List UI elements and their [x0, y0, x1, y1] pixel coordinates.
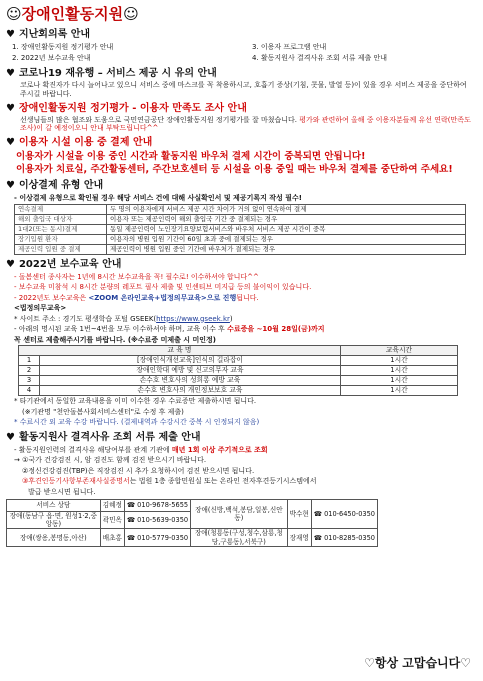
abnormal-heading: ♥ 이상결제 유형 안내 — [6, 180, 104, 191]
check-section — [6, 431, 477, 498]
check-line: ②정신건강검진(TBP)은 직장검진 시 추가 요청하시어 검진 받으시면 됩니다. — [22, 466, 255, 475]
edu-line: - 2022년도 보수교육은 <ZOOM 온라인교육+법정의무교육>으로 진행됩니다. — [14, 293, 259, 302]
edu-after-line: * 수료시간 외 교육 수강 바랍니다. (결제내역과 수강시간 중복 시 인정되지 않음) — [14, 418, 260, 426]
covid-section — [6, 67, 477, 99]
smile-icon: ☺ — [6, 5, 22, 23]
toc-item: 4. 활동지원사 결격사유 조회 서류 제출 안내 — [252, 54, 387, 62]
heart-icon: ♥ — [6, 29, 15, 40]
heart-icon: ♥ — [6, 258, 15, 270]
phone-number: ☎ 010-9678-5655 — [124, 500, 190, 512]
heart-icon: ♥ — [6, 137, 15, 148]
table-row: 장기입원 환자 이용자의 병원 입원 기간이 60일 초과 중에 결제되는 경우 — [15, 234, 466, 244]
survey-section — [6, 102, 477, 134]
edu-list — [14, 272, 477, 346]
edu-table — [18, 345, 458, 396]
phone-number: ☎ 010-8285-0350 — [311, 529, 377, 546]
caution-section — [6, 136, 477, 176]
check-line: 발급 받으시면 됩니다. — [28, 487, 96, 496]
edu-after-list — [14, 396, 477, 428]
heart-icon: ♥ — [6, 68, 15, 79]
table-header-row: 교 육 명 교육시간 — [19, 346, 458, 356]
table-row: 장애(쌍용,봉명동,아산) 배초홍 ☎ 010-5779-0350 장애(청룡동(구성,청수,삼룡,청당,구룡동),서북구) 장재영 ☎ 010-8285-0350 — [7, 529, 378, 546]
notice-page — [6, 3, 477, 675]
abnormal-table — [14, 204, 466, 255]
heart-icon: ♥ — [6, 180, 15, 191]
heart-icon: ♥ — [6, 431, 15, 443]
table-row: 서비스 상담 김혜정 ☎ 010-9678-5655 장애(신방,백석,봉담,일봉,신안동) 박수현 ☎ 010-6450-0350 — [7, 500, 378, 512]
toc-item: 3. 이용자 프로그램 안내 — [252, 43, 327, 51]
survey-body: 선생님들의 많은 협조와 도움으로 국민연금공단 장애인활동지원 정기평가를 잘 마쳤습니다. 평가와 관련하여 올해 중 이용자분들께 유선 연락(만족도 조사)이 갈 예정이오니 안내 부탁드립니다^^ — [20, 115, 471, 133]
table-row: 제공인력 입원 중 결제 제공인력이 병원 입원 중인 기간에 바우처가 결제되는 경우 — [15, 244, 466, 254]
toc-item: 2. 2022년 보수교육 안내 — [12, 54, 91, 62]
toc-item: 1. 장애인활동지원 정기평가 안내 — [12, 43, 114, 51]
edu-cert-line: - 아래의 명시된 교육 1번~4번을 모두 이수하셔야 하며, 교육 이수 후 수료증을 ~10월 28일(금)까지 — [14, 325, 325, 333]
check-list — [14, 445, 477, 498]
toc-section — [6, 28, 477, 64]
edu-line: - 돌봄센터 종사자는 1년에 8시간 보수교육을 꼭! 필수로! 이수하셔야 합니다^^ — [14, 272, 259, 281]
edu-line: - 보수교육 미참석 시 8시간 분량의 레포트 필사 제출 및 인센티브 미지급 등의 불이익이 있습니다. — [14, 283, 312, 291]
abnormal-note: - 이상결제 유형으로 확인될 경우 해당 서비스 건에 대해 사실확인서 및 제공기록지 작성 필수! — [14, 194, 302, 202]
heart-icon: ♥ — [6, 102, 15, 114]
table-row: 장애(동남구 읍·면, 원성1·2,중앙동) 곽민옥 ☎ 010-5639-0350 — [7, 512, 378, 529]
table-row: 연속결제 두 명의 이용자에게 서비스 제공 시간 차이가 거의 없이 연속하여 결제 — [15, 204, 466, 214]
edu-law-label: <법정의무교육> — [14, 304, 67, 312]
edu-heading: ♥ 2022년 보수교육 안내 — [6, 258, 122, 270]
check-line: ③후견인등기사항부존재사실증명서는 법원 1층 종합민원실 또는 온라인 전자후견등기시스템에서 — [22, 477, 317, 485]
check-line: - 활동지원인력의 결격사유 해당여부를 관계 기관에 매년 1회 이상 주기적으로 조회 — [14, 445, 268, 454]
table-row: 3 손수호 변호사의 성희롱 예방 교육 1시간 — [19, 376, 458, 386]
contact-table — [6, 499, 378, 547]
phone-number: ☎ 010-6450-0350 — [311, 500, 377, 529]
caution-heading: ♥ 이용자 시설 이용 중 결제 안내 — [6, 137, 153, 148]
survey-heading: ♥ 장애인활동지원 정기평가 - 이용자 만족도 조사 안내 — [6, 102, 247, 114]
edu-after-line: * 타기관에서 동일한 교육내용을 이미 이수한 경우 수료증만 제출하시면 됩니다. — [14, 397, 257, 405]
edu-cert-line2: 꼭 센터로 제출해주시기를 바랍니다. (※수료증 미제출 시 미인정) — [14, 335, 216, 344]
page-title — [6, 3, 477, 25]
table-row: 2 장애인학대 예방 및 신고의무자 교육 1시간 — [19, 366, 458, 376]
toc-heading: ♥ 지난회의록 안내 — [6, 29, 91, 40]
caution-line: 이용자가 치료실, 주간활동센터, 주간보호센터 등 시설을 이용 중일 때는 바우처 결제를 중단하여 주세요! — [16, 164, 453, 175]
smile-icon: ☺ — [123, 5, 139, 23]
check-heading: ♥ 활동지원사 결격사유 조회 서류 제출 안내 — [6, 431, 201, 443]
covid-body: 코로나 확진자가 다시 늘어나고 있으니 서비스 중에 마스크를 꼭 착용하시고, 호흡기 증상(기침, 콧물, 발열 등)이 있을 경우 서비스 제공을 중단하여 주시길 바랍니다. — [20, 81, 467, 98]
table-row: 4 손수호 변호사의 개인정보보호 교육 1시간 — [19, 386, 458, 396]
phone-number: ☎ 010-5639-0350 — [124, 512, 190, 529]
caution-line: 이용자가 시설을 이용 중인 시간과 활동지원 바우처 결제 시간이 중복되면 안됩니다! — [16, 151, 366, 162]
edu-section — [6, 258, 477, 428]
edu-after-line: (※기관명 "천안돌봄사회서비스센터"로 수정 후 제출) — [22, 407, 184, 416]
survey-body-highlight: 평가와 관련하여 올해 중 이용자분들께 유선 연락(만족도 조사)이 갈 예정이오니 안내 부탁드립니다^^ — [20, 115, 471, 133]
edu-site-line: * 사이트 주소 : 경기도 평생학습 포털 GSEEK(https://www.gseek.kr) — [14, 314, 233, 323]
phone-number: ☎ 010-5779-0350 — [124, 529, 190, 546]
closing-message: ♡항상 고맙습니다♡ — [364, 656, 471, 670]
check-line: → ①국가 건강검진 시, 암 검진도 함께 검진 받으시기 바랍니다. — [14, 456, 207, 464]
page-title-text: 장애인활동지원 — [21, 5, 124, 23]
table-row: 해외 출입국 대상자 이용자 또는 제공인력이 해외 출입국 기간 중 결제되는 경우 — [15, 214, 466, 224]
abnormal-section — [6, 179, 477, 255]
toc-list — [12, 42, 477, 64]
table-row: 1대2(또는 동시)결제 동일 제공인력이 노인장기요양보험서비스와 바우처 서비스 제공 시간이 중복 — [15, 224, 466, 234]
gseek-link[interactable]: https://www.gseek.kr — [156, 314, 230, 323]
table-row: 1 [장애인식개선교육]인식의 길라잡이 1시간 — [19, 356, 458, 366]
covid-heading: ♥ 코로나19 재유행 – 서비스 제공 시 유의 안내 — [6, 68, 217, 79]
